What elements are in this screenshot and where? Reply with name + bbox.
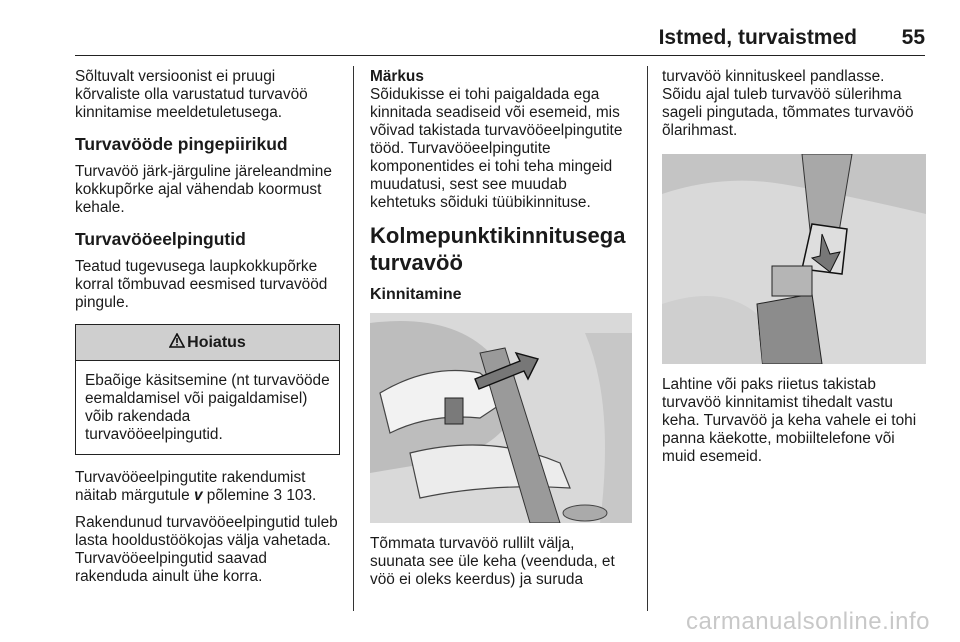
- paragraph-reminder: Sõltuvalt versioonist ei pruugi kõrvaliste olla varustatud turvavöö kinnitamise meeldetuletusega.: [75, 68, 308, 121]
- page-number: 55: [901, 26, 925, 49]
- indicator-text-2: põlemine: [202, 487, 274, 504]
- paragraph-load-limiters: Turvavöö järk-järguline järeleandmine kokkupõrke ajal vähendab koormust kehale.: [75, 163, 332, 216]
- page-header: [75, 22, 925, 56]
- paragraph-buckle: turvavöö kinnituskeel pandlasse. Sõidu ajal tuleb turvavöö sülerihma sageli pingutada, tõmmates turvavöö õlarihmast.: [662, 68, 914, 139]
- column-divider-1: [353, 66, 354, 611]
- warning-text: Ebaõige käsitsemine (nt turvavööde eemaldamisel või paigaldamisel) võib rakendada turvavööeelpingutid.: [85, 372, 330, 443]
- heading-three-point-belt: Kolmepunktikinnitusega turvavöö: [370, 223, 626, 275]
- watermark: carmanualsonline.info: [686, 608, 930, 635]
- heading-fastening: Kinnitamine: [370, 286, 462, 303]
- paragraph-pretensioners: Teatud tugevusega laupkokkupõrke korral tõmbuvad eesmised turvavööd pingule.: [75, 258, 328, 311]
- note-text: Sõidukisse ei tohi paigaldada ega kinnitada seadiseid või esemeid, mis võivad takistada turvavööeelpingutite tööd. Turvavööeelpingutite komponentides ei tohi teha mingeid muudatusi, sest see muudab kehtetuks sõiduki tüübikinnituse.: [370, 86, 623, 211]
- column-3: [662, 68, 926, 475]
- paragraph-indicator: [75, 469, 340, 505]
- column-divider-2: [647, 66, 648, 611]
- column-2: [370, 68, 632, 598]
- warning-box: [75, 324, 340, 455]
- paragraph-replacement: Rakendunud turvavööeelpingutid tuleb lasta hooldustöökojas välja vahetada. Turvavööeelpingutid saavad rakenduda ainult ühe korra.: [75, 514, 338, 585]
- warning-title: Hoiatus: [187, 333, 246, 351]
- header-rule: [75, 55, 925, 56]
- illustration-caption: Tõmmata turvavöö rullilt välja, suunata see üle keha (veenduda, et vöö ei oleks keerdus) ja suruda: [370, 535, 615, 588]
- indicator-text: Turvavööeelpingutite rakendumist näitab märgutule: [75, 469, 306, 504]
- heading-pretensioners: Turvavööeelpingutid: [75, 229, 246, 249]
- seatbelt-pretensioner-icon: v: [193, 487, 203, 504]
- note-title: Märkus: [370, 68, 424, 85]
- section-title: Istmed, turvaistmed: [658, 26, 857, 49]
- warning-triangle-icon: [169, 333, 185, 353]
- paragraph-clothing: Lahtine või paks riietus takistab turvavöö kinnitamist tihedalt vastu keha. Turvavöö ja keha vahele ei tohi panna käekotte, mobiiltelefone või muid esemeid.: [662, 376, 917, 465]
- illustration-pull-belt: [370, 313, 632, 523]
- column-1: [75, 68, 340, 595]
- illustration-buckle: [662, 154, 926, 364]
- page-reference-link[interactable]: 3 103.: [273, 487, 317, 504]
- warning-header: [76, 325, 339, 361]
- heading-load-limiters: Turvavööde pingepiirikud: [75, 134, 288, 154]
